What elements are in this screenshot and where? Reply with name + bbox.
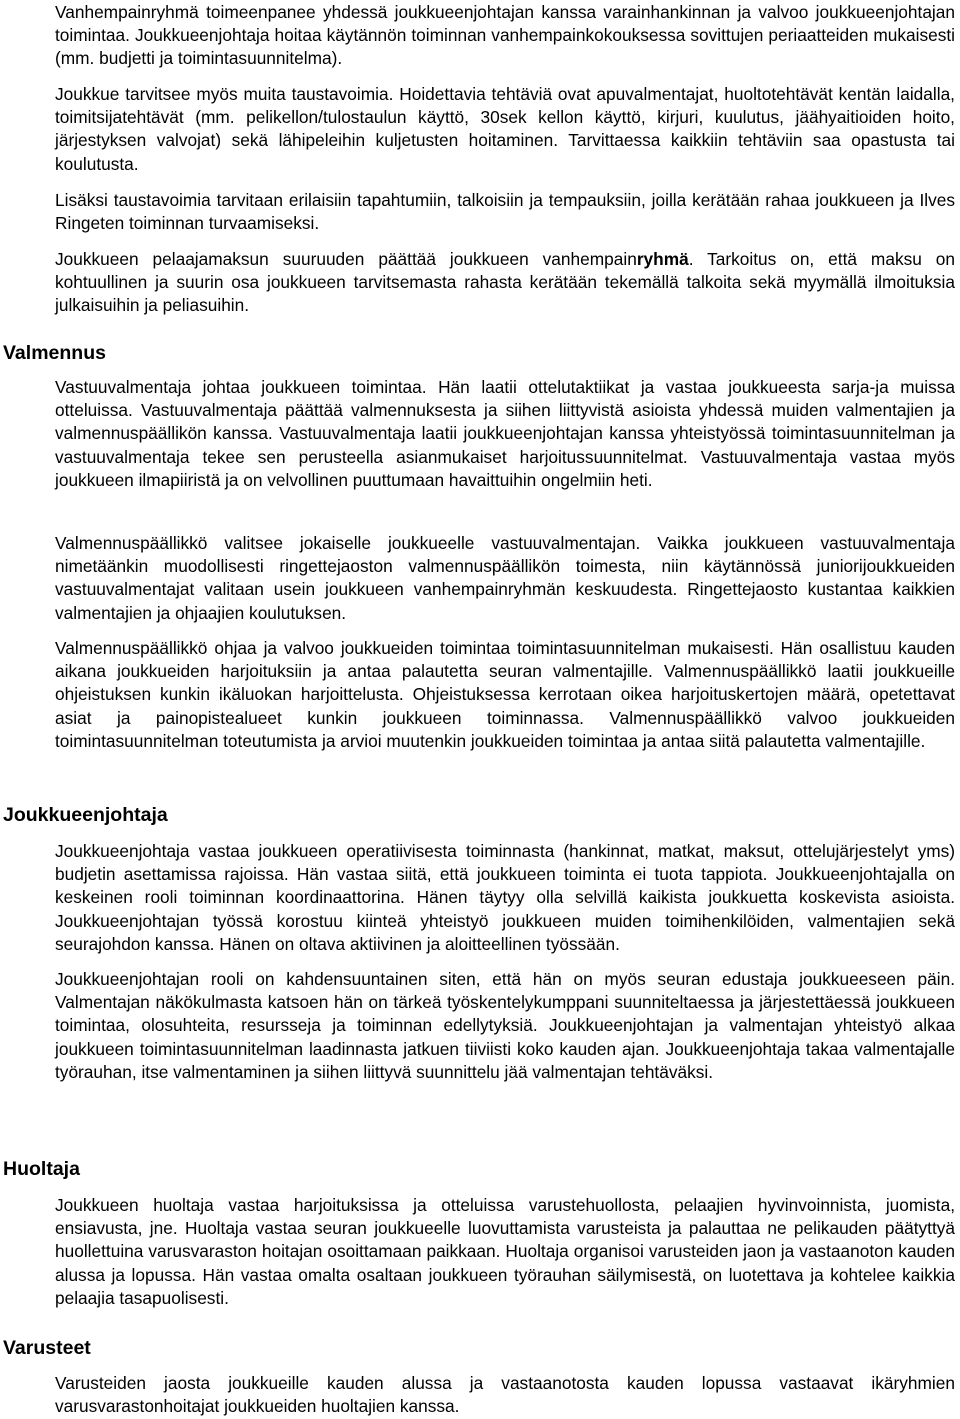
pelaajamaksu-text-start: Joukkueen pelaajamaksun suuruuden päättää joukkueen vanhempain [55,249,637,269]
paragraph-varusteet: Varusteiden jaosta joukkueille kauden alussa ja vastaanotosta kauden lopussa vastaavat ikäryhmien varusvarastonhoitajat joukkueiden huoltajien kanssa. [55,1373,955,1417]
heading-joukkueenjohtaja: Joukkueenjohtaja [3,804,168,826]
paragraph-vastuuvalmentaja: Vastuuvalmentaja johtaa joukkueen toimintaa. Hän laatii ottelutaktiikat ja vastaa joukkueesta sarja-ja muissa otteluissa. Vastuuvalmentaja päättää valmennuksesta ja siihen liittyvistä asioista yhdessä muiden valmentajien ja valmennuspäällikön kanssa. Vastuuvalmentaja laatii joukkueenjohtajan kanssa yhteistyössä toimintasuunnitelman ja vastuuvalmentaja tekee sen perusteella asianmukaiset harjoitussuunnitelmat. Vastuuvalmentaja vastaa myös joukkueen ilmapiiristä ja on velvollinen puuttumaan havaittuihin ongelmiin heti. [55,377,955,490]
paragraph-vanhempainryhma: Vanhempainryhmä toimeenpanee yhdessä joukkueenjohtajan kanssa varainhankinnan ja valvoo joukkueenjohtajan toimintaa. Joukkueenjohtaja hoitaa käytännön toiminnan vanhempainkokouksessa sovittujen periaatteiden mukaisesti (mm. budjetti ja toimintasuunnitelma). [55,2,955,69]
heading-valmennus: Valmennus [3,342,106,364]
pelaajamaksu-bold-word: ryhmä [636,249,689,269]
paragraph-taustavoimat: Joukkue tarvitsee myös muita taustavoimia. Hoidettavia tehtäviä ovat apuvalmentajat, huoltotehtävät kentän laidalla, toimitsijatehtävät (mm. pelikellon/tulostaulun käyttö, 30sek kellon käyttö, kirjuri, kuulutus, jäähyaitioiden hoito, järjestyksen valvojat) sekä lähipeleihin kuljetusten hoitaminen. Tarvittaessa kaikkiin tehtäviin saa opastusta tai koulutusta. [55,84,955,174]
pelaajamaksu-text-end: . Tarkoitus on, että maksu on kohtuullinen ja suurin osa joukkueen tarvitsemasta rahasta kerätään tekemällä talkoita sekä myymällä ilmoituksia julkaisuihin ja peliasuihin. [55,249,955,316]
paragraph-pelaajamaksu [55,248,955,318]
paragraph-joukkueenjohtaja-rooli: Joukkueenjohtajan rooli on kahdensuuntainen siten, että hän on myös seuran edustaja joukkueeseen päin. Valmentajan näkökulmasta katsoen hän on tärkeä työskentelykumppani suunniteltaessa ja järjestettäessä joukkueen toimintaa, olosuhteita, resursseja ja toiminnan edellytyksiä. Joukkueenjohtajan ja valmentajan yhteistyö alkaa joukkueen toimintasuunnitelman laadinnasta jatkuen tiiviisti koko kauden ajan. Joukkueenjohtaja takaa valmentajalle työrauhan, itse valmentaminen ja siihen liittyvä suunnittelu jää valmentajan tehtäväksi. [55,969,955,1082]
paragraph-valmennuspaallikko-ohjaus: Valmennuspäällikkö ohjaa ja valvoo joukkueiden toimintaa toimintasuunnitelman mukaisesti. Hän osallistuu kauden aikana joukkueiden harjoituksiin ja antaa palautetta seuran valmentajille. Valmennuspäällikkö laatii joukkueille ohjeistuksen kunkin ikäluokan harjoittelusta. Ohjeistuksessa kerrotaan oikea harjoituskertojen määrä, opetettavat asiat ja painopistealueet kunkin joukkueen toiminnassa. Valmennuspäällikkö valvoo joukkueiden toimintasuunnitelman toteutumista ja arvioi muutenkin joukkueiden toimintaa ja antaa siitä palautetta valmentajille. [55,638,955,751]
paragraph-tapahtumat: Lisäksi taustavoimia tarvitaan erilaisiin tapahtumiin, talkoisiin ja tempauksiin, joilla kerätään rahaa joukkueen ja Ilves Ringeten toiminnan turvaamiseksi. [55,190,955,234]
paragraph-joukkueenjohtaja-vastuu: Joukkueenjohtaja vastaa joukkueen operatiivisesta toiminnasta (hankinnat, matkat, maksut, ottelujärjestelyt yms) budjetin asettamissa rajoissa. Hän vastaa siitä, että joukkueen toiminta ei tuota tappiota. Joukkueenjohtajalla on keskeinen rooli toiminnan koordinaattorina. Hänen täytyy olla selvillä kaikista joukkuetta koskevista asioista. Joukkueenjohtajan työssä korostuu kiinteä yhteistyö joukkueen muiden toimihenkilöiden, valmentajien sekä seurajohdon kanssa. Hänen on oltava aktiivinen ja aloitteellinen työssään. [55,841,955,954]
heading-varusteet: Varusteet [3,1337,91,1359]
paragraph-valmennuspaallikko-valinta: Valmennuspäällikkö valitsee jokaiselle joukkueelle vastuuvalmentajan. Vaikka joukkueen vastuuvalmentaja nimetäänkin muodollisesti ringettejaoston valmennuspäällikön toimesta, niin käytännössä juniorijoukkueiden vastuuvalmentajat valitaan usein joukkueen vanhempainryhmän keskuudesta. Ringettejaosto kustantaa kaikkien valmentajien ja ohjaajien koulutuksen. [55,533,955,623]
paragraph-huoltaja: Joukkueen huoltaja vastaa harjoituksissa ja otteluissa varustehuollosta, pelaajien hyvinvoinnista, juomista, ensiavusta, jne. Huoltaja vastaa seuran joukkueelle luovuttamista varusteista ja palauttaa ne pelikauden päätyttyä huollettuina varusvaraston hoitajan osoittamaan paikkaan. Huoltaja organisoi varusteiden jaon ja vastaanoton kauden alussa ja lopussa. Hän vastaa omalta osaltaan joukkueen työrauhan säilymisestä, on luotettava ja kohtelee kaikkia pelaajia tasapuolisesti. [55,1195,955,1308]
heading-huoltaja: Huoltaja [3,1158,80,1180]
